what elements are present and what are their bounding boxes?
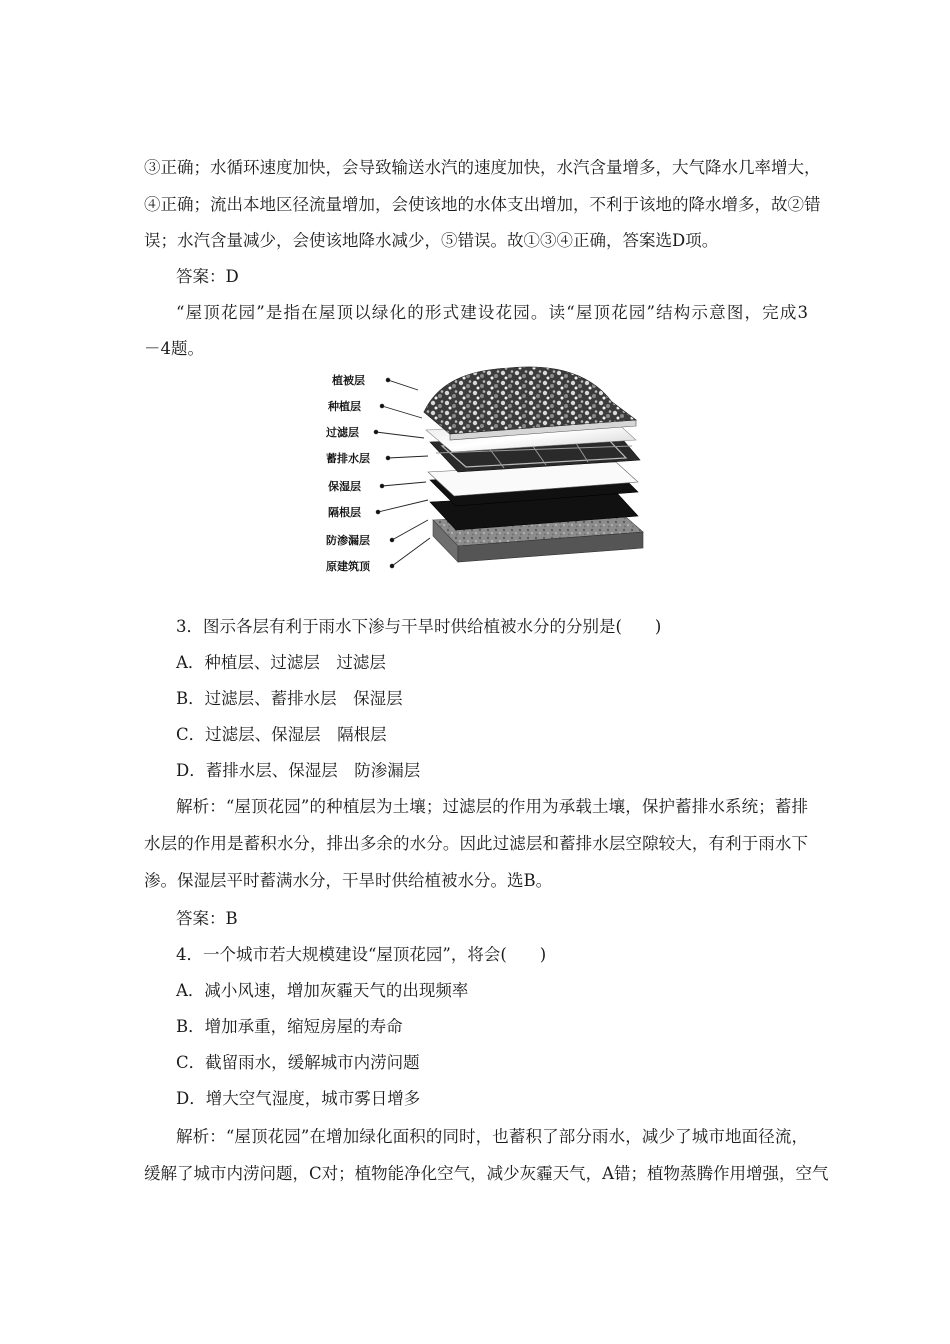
answer-line: 答案：D (176, 267, 239, 286)
option-b: B．过滤层、蓄排水层 保湿层 (176, 689, 403, 708)
analysis-line: 解析：“屋顶花园”的种植层为土壤；过滤层的作用为承载土壤，保护蓄排水系统；蓄排 (176, 797, 808, 816)
paragraph-line: ④正确；流出本地区径流量增加，会使该地的水体支出增加，不利于该地的降水增多，故②错 (144, 195, 821, 214)
label-vegetation-layer: 植被层 (332, 374, 365, 387)
option-a: A．减小风速，增加灰霾天气的出现频率 (176, 981, 469, 1000)
question-4: 4．一个城市若大规模建设“屋顶花园”，将会( ) (176, 945, 547, 964)
paragraph-line: －4题。 (144, 339, 204, 358)
analysis-line: 缓解了城市内涝问题，C对；植物能净化空气，减少灰霾天气，A错；植物蒸腾作用增强，空气 (144, 1164, 829, 1183)
analysis-line: 渗。保湿层平时蓄满水分，干旱时供给植被水分。选B。 (144, 871, 553, 890)
paragraph-line: ③正确；水循环速度加快，会导致输送水汽的速度加快，水汽含量增多，大气降水几率增大， (144, 158, 821, 177)
paragraph-line: “屋顶花园”是指在屋顶以绿化的形式建设花园。读“屋顶花园”结构示意图，完成3 (176, 303, 808, 322)
label-planting-layer: 种植层 (328, 400, 361, 413)
option-d: D．蓄排水层、保湿层 防渗漏层 (176, 761, 421, 780)
option-c: C．过滤层、保湿层 隔根层 (176, 725, 387, 744)
option-a: A．种植层、过滤层 过滤层 (176, 653, 386, 672)
label-filter-layer: 过滤层 (326, 426, 359, 439)
roof-garden-structure-diagram (318, 360, 668, 588)
label-root-barrier-layer: 隔根层 (328, 506, 361, 519)
option-b: B．增加承重，缩短房屋的寿命 (176, 1017, 403, 1036)
label-waterproof-layer: 防渗漏层 (326, 534, 370, 547)
answer-line: 答案：B (176, 909, 238, 928)
option-d: D．增大空气湿度，城市雾日增多 (176, 1089, 421, 1108)
label-original-roof: 原建筑顶 (326, 560, 370, 573)
label-drainage-layer: 蓄排水层 (326, 452, 370, 465)
paragraph-line: 误；水汽含量减少，会使该地降水减少，⑤错误。故①③④正确，答案选D项。 (144, 231, 719, 250)
question-3: 3．图示各层有利于雨水下渗与干旱时供给植被水分的分别是( ) (176, 617, 662, 636)
option-c: C．截留雨水，缓解城市内涝问题 (176, 1053, 420, 1072)
label-moisture-layer: 保湿层 (328, 480, 361, 493)
analysis-line: 解析：“屋顶花园”在增加绿化面积的同时，也蓄积了部分雨水，减少了城市地面径流， (176, 1127, 808, 1146)
analysis-line: 水层的作用是蓄积水分，排出多余的水分。因此过滤层和蓄排水层空隙较大，有利于雨水下 (144, 834, 808, 853)
